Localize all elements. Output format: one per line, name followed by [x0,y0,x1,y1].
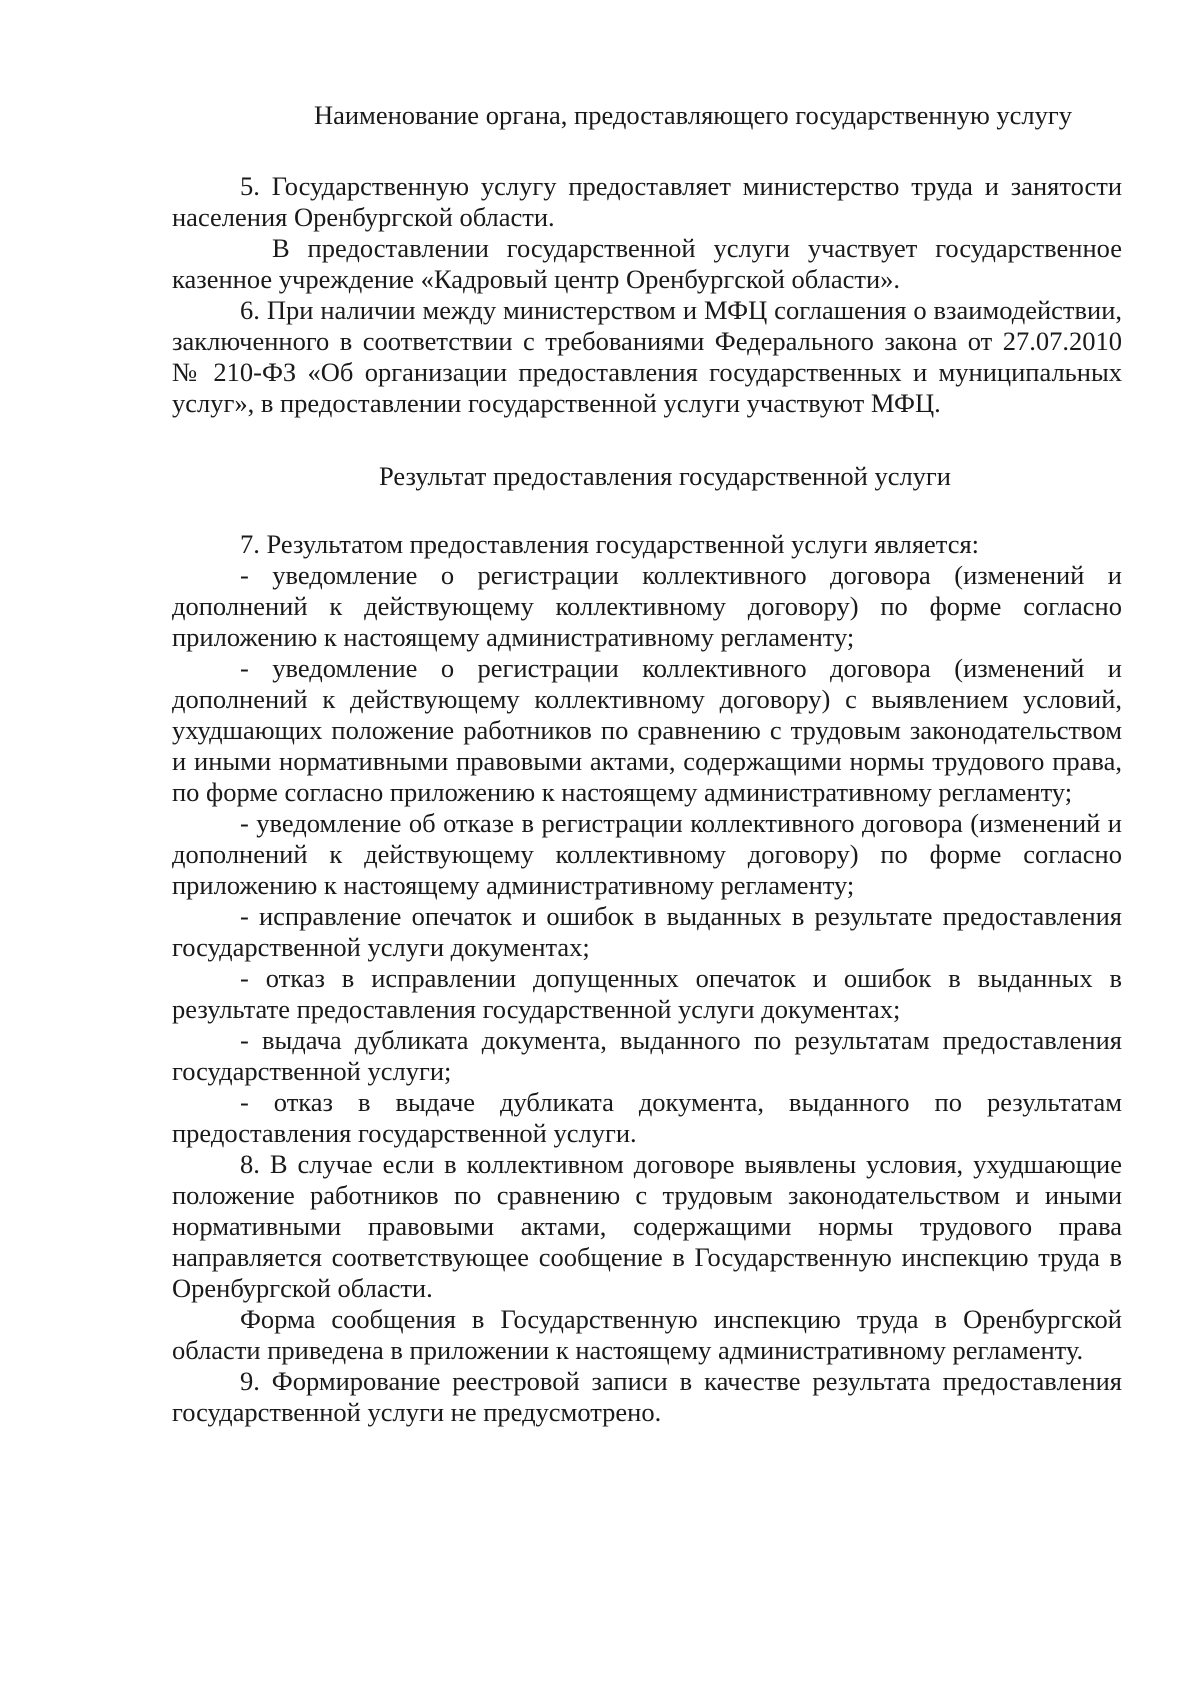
paragraph-8-form: Форма сообщения в Государственную инспекцию труда в Оренбургской области приведена в приложении к настоящему административному регламенту. [172,1304,1122,1365]
result-item: - исправление опечаток и ошибок в выданных в результате предоставления государственной услуги документах; [172,901,1122,962]
paragraph-8: 8. В случае если в коллективном договоре выявлены условия, ухудшающие положение работников по сравнению с трудовым законодательством и иными нормативными правовыми актами, содержащими нормы трудового права направляется соответствующее сообщение в Государственную инспекцию труда в Оренбургской области. [172,1149,1122,1303]
document-page [172,100,1122,1428]
paragraph-5-participant: В предоставлении государственной услуги участвует государственное казенное учреждение «Кадровый центр Оренбургской области». [172,233,1122,294]
paragraph-7: 7. Результатом предоставления государственной услуги является: [240,529,980,559]
result-item: - отказ в выдаче дубликата документа, выданного по результатам предоставления государственной услуги. [172,1087,1122,1148]
paragraph-6: 6. При наличии между министерством и МФЦ соглашения о взаимодействии, заключенного в соответствии с требованиями Федерального закона от 27.07.2010 № 210-ФЗ «Об организации предоставления государственных и муниципальных услуг», в предоставлении государственной услуги участвуют МФЦ. [172,295,1122,418]
result-item: - выдача дубликата документа, выданного по результатам предоставления государственной услуги; [172,1025,1122,1086]
paragraph-5: 5. Государственную услугу предоставляет министерство труда и занятости населения Оренбургской области. [172,171,1122,232]
section-heading-provider: Наименование органа, предоставляющего государственную услугу [313,100,1073,130]
result-item: - отказ в исправлении допущенных опечаток и ошибок в выданных в результате предоставления государственной услуги документах; [172,963,1122,1024]
result-item: - уведомление об отказе в регистрации коллективного договора (изменений и дополнений к действующему коллективному договору) по форме согласно приложению к настоящему административному регламенту; [172,808,1122,900]
result-item: - уведомление о регистрации коллективного договора (изменений и дополнений к действующему коллективному договору) по форме согласно приложению к настоящему административному регламенту; [172,560,1122,652]
result-item: - уведомление о регистрации коллективного договора (изменений и дополнений к действующему коллективному договору) с выявлением условий, ухудшающих положение работников по сравнению с трудовым законодательством и иными нормативными правовыми актами, содержащими нормы трудового права, по форме согласно приложению к настоящему административному регламенту; [172,653,1122,807]
section-heading-result: Результат предоставления государственной услуги [379,461,951,491]
paragraph-9: 9. Формирование реестровой записи в качестве результата предоставления государственной услуги не предусмотрено. [172,1366,1122,1427]
